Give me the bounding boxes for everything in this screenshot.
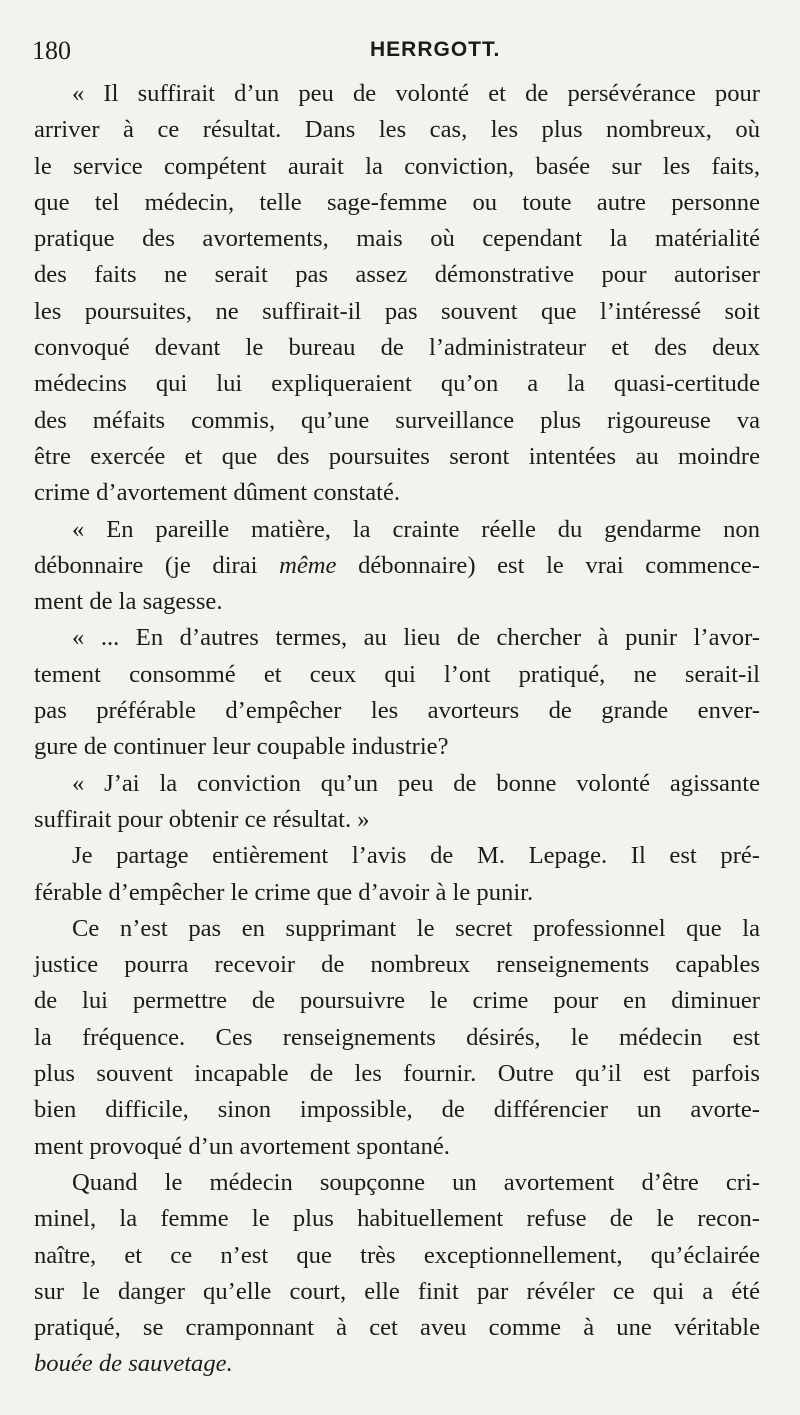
paragraph-5 — [34, 838, 760, 911]
text-line: médecins qui lui expliqueraient qu’on a la quasi-certitude — [34, 370, 760, 398]
text-line: que tel médecin, telle sage-femme ou toute autre personne — [34, 188, 760, 216]
text-line: pratique des avortements, mais où cependant la matérialité — [34, 225, 760, 253]
text-line: férable d’empêcher le crime que d’avoir à le punir. — [34, 878, 534, 906]
text-line: gure de continuer leur coupable industrie? — [34, 733, 449, 761]
text-line: des faits ne serait pas assez démonstrative pour autoriser — [34, 261, 760, 289]
text-line: ment provoqué d’un avortement spontané. — [34, 1132, 450, 1160]
text-line: pas préférable d’empêcher les avorteurs de grande enver- — [34, 697, 760, 725]
text-line: Quand le médecin soupçonne un avortement d’être cri- — [72, 1168, 760, 1196]
text-line: « En pareille matière, la crainte réelle du gendarme non — [72, 515, 760, 543]
text-line: pratiqué, se cramponnant à cet aveu comme à une véritable — [34, 1314, 760, 1342]
paragraph-2 — [34, 512, 760, 621]
page-number: 180 — [32, 36, 71, 65]
text-run: débonnaire (je dirai — [34, 551, 280, 579]
text-line: « Il suffirait d’un peu de volonté et de persévérance pour — [72, 80, 760, 107]
text-line: Ce n’est pas en supprimant le secret professionnel que la — [72, 914, 760, 942]
text-line: bien difficile, sinon impossible, de différencier un avorte- — [34, 1096, 760, 1124]
text-line: arriver à ce résultat. Dans les cas, les plus nombreux, où — [34, 116, 760, 144]
text-run: débonnaire) est le vrai commence- — [336, 551, 760, 579]
paragraph-3 — [34, 620, 760, 765]
text-line-italic: bouée de sauvetage. — [34, 1350, 233, 1378]
page-header — [32, 36, 760, 66]
paragraph-7 — [34, 1165, 760, 1383]
text-line: plus souvent incapable de les fournir. Outre qu’il est parfois — [34, 1060, 760, 1088]
text-line: tement consommé et ceux qui l’ont pratiqué, ne serait-il — [34, 660, 760, 688]
text-line: naître, et ce n’est que très exceptionnellement, qu’éclairée — [34, 1241, 760, 1269]
body-text — [34, 76, 760, 1383]
text-line: convoqué devant le bureau de l’administrateur et des deux — [34, 334, 760, 362]
text-line: les poursuites, ne suffirait-il pas souvent que l’intéressé soit — [34, 297, 760, 325]
text-line: « J’ai la conviction qu’un peu de bonne volonté agissante — [72, 769, 760, 797]
text-line: sur le danger qu’elle court, elle finit par révéler ce qui a été — [34, 1277, 760, 1305]
text-line: justice pourra recevoir de nombreux renseignements capables — [34, 951, 760, 979]
text-line: des méfaits commis, qu’une surveillance plus rigoureuse va — [34, 406, 760, 434]
text-line: suffirait pour obtenir ce résultat. » — [34, 805, 370, 833]
text-line: minel, la femme le plus habituellement refuse de le recon- — [34, 1205, 760, 1233]
text-line: de lui permettre de poursuivre le crime pour en diminuer — [34, 987, 760, 1015]
text-line: « ... En d’autres termes, au lieu de chercher à punir l’avor- — [72, 624, 760, 652]
paragraph-4 — [34, 766, 760, 839]
text-line: le service compétent aurait la conviction, basée sur les faits, — [34, 152, 760, 180]
italic-word: même — [279, 551, 337, 579]
text-line: ment de la sagesse. — [34, 588, 223, 616]
paragraph-1 — [34, 76, 760, 512]
paragraph-6 — [34, 911, 760, 1165]
running-head: HERRGOTT. — [370, 38, 501, 61]
text-line: crime d’avortement dûment constaté. — [34, 479, 401, 507]
text-line: la fréquence. Ces renseignements désirés, le médecin est — [34, 1023, 760, 1051]
text-line-with-italic — [34, 548, 760, 584]
text-line: être exercée et que des poursuites seront intentées au moindre — [34, 442, 760, 470]
text-line: Je partage entièrement l’avis de M. Lepage. Il est pré- — [72, 842, 760, 870]
